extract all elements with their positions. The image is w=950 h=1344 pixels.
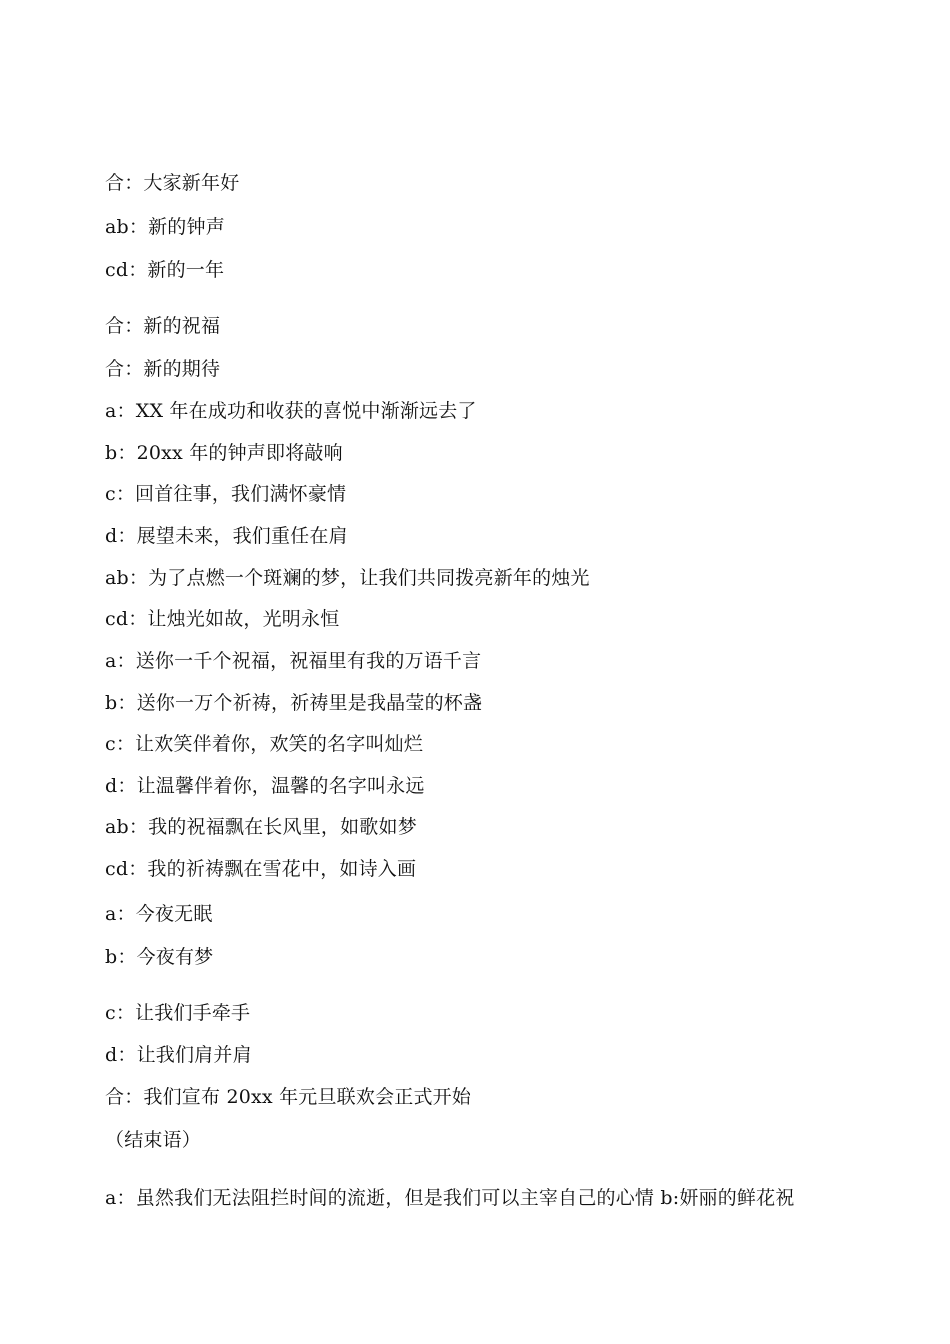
script-line: b：20xx 年的钟声即将敲响 xyxy=(105,442,343,464)
script-line: cd：我的祈祷飘在雪花中，如诗入画 xyxy=(105,858,417,880)
script-line: a：送你一千个祝福，祝福里有我的万语千言 xyxy=(105,650,482,672)
script-line: 合：我们宣布 20xx 年元旦联欢会正式开始 xyxy=(105,1086,472,1108)
script-line: cd：新的一年 xyxy=(105,259,225,281)
script-line: b：今夜有梦 xyxy=(105,946,214,968)
script-line: d：展望未来，我们重任在肩 xyxy=(105,525,348,547)
script-line: c：让我们手牵手 xyxy=(105,1002,251,1024)
script-line: d：让我们肩并肩 xyxy=(105,1044,252,1066)
script-line: 合：大家新年好 xyxy=(105,172,240,194)
script-line: 合：新的祝福 xyxy=(105,315,221,337)
script-line: ab：新的钟声 xyxy=(105,216,225,238)
script-line: a：XX 年在成功和收获的喜悦中渐渐远去了 xyxy=(105,400,477,422)
script-line: cd：让烛光如故，光明永恒 xyxy=(105,608,340,630)
section-heading: （结束语） xyxy=(105,1129,202,1151)
script-line: 合：新的期待 xyxy=(105,358,221,380)
script-line: c：回首往事，我们满怀豪情 xyxy=(105,483,347,505)
script-line: d：让温馨伴着你，温馨的名字叫永远 xyxy=(105,775,425,797)
script-line: c：让欢笑伴着你，欢笑的名字叫灿烂 xyxy=(105,733,424,755)
script-line: b：送你一万个祈祷，祈祷里是我晶莹的杯盏 xyxy=(105,692,483,714)
script-line: a：虽然我们无法阻拦时间的流逝，但是我们可以主宰自己的心情 b:妍丽的鲜花祝 xyxy=(105,1187,795,1209)
script-line: ab：我的祝福飘在长风里，如歌如梦 xyxy=(105,816,417,838)
script-line: a：今夜无眠 xyxy=(105,903,213,925)
script-line: ab：为了点燃一个斑斓的梦，让我们共同拨亮新年的烛光 xyxy=(105,567,590,589)
